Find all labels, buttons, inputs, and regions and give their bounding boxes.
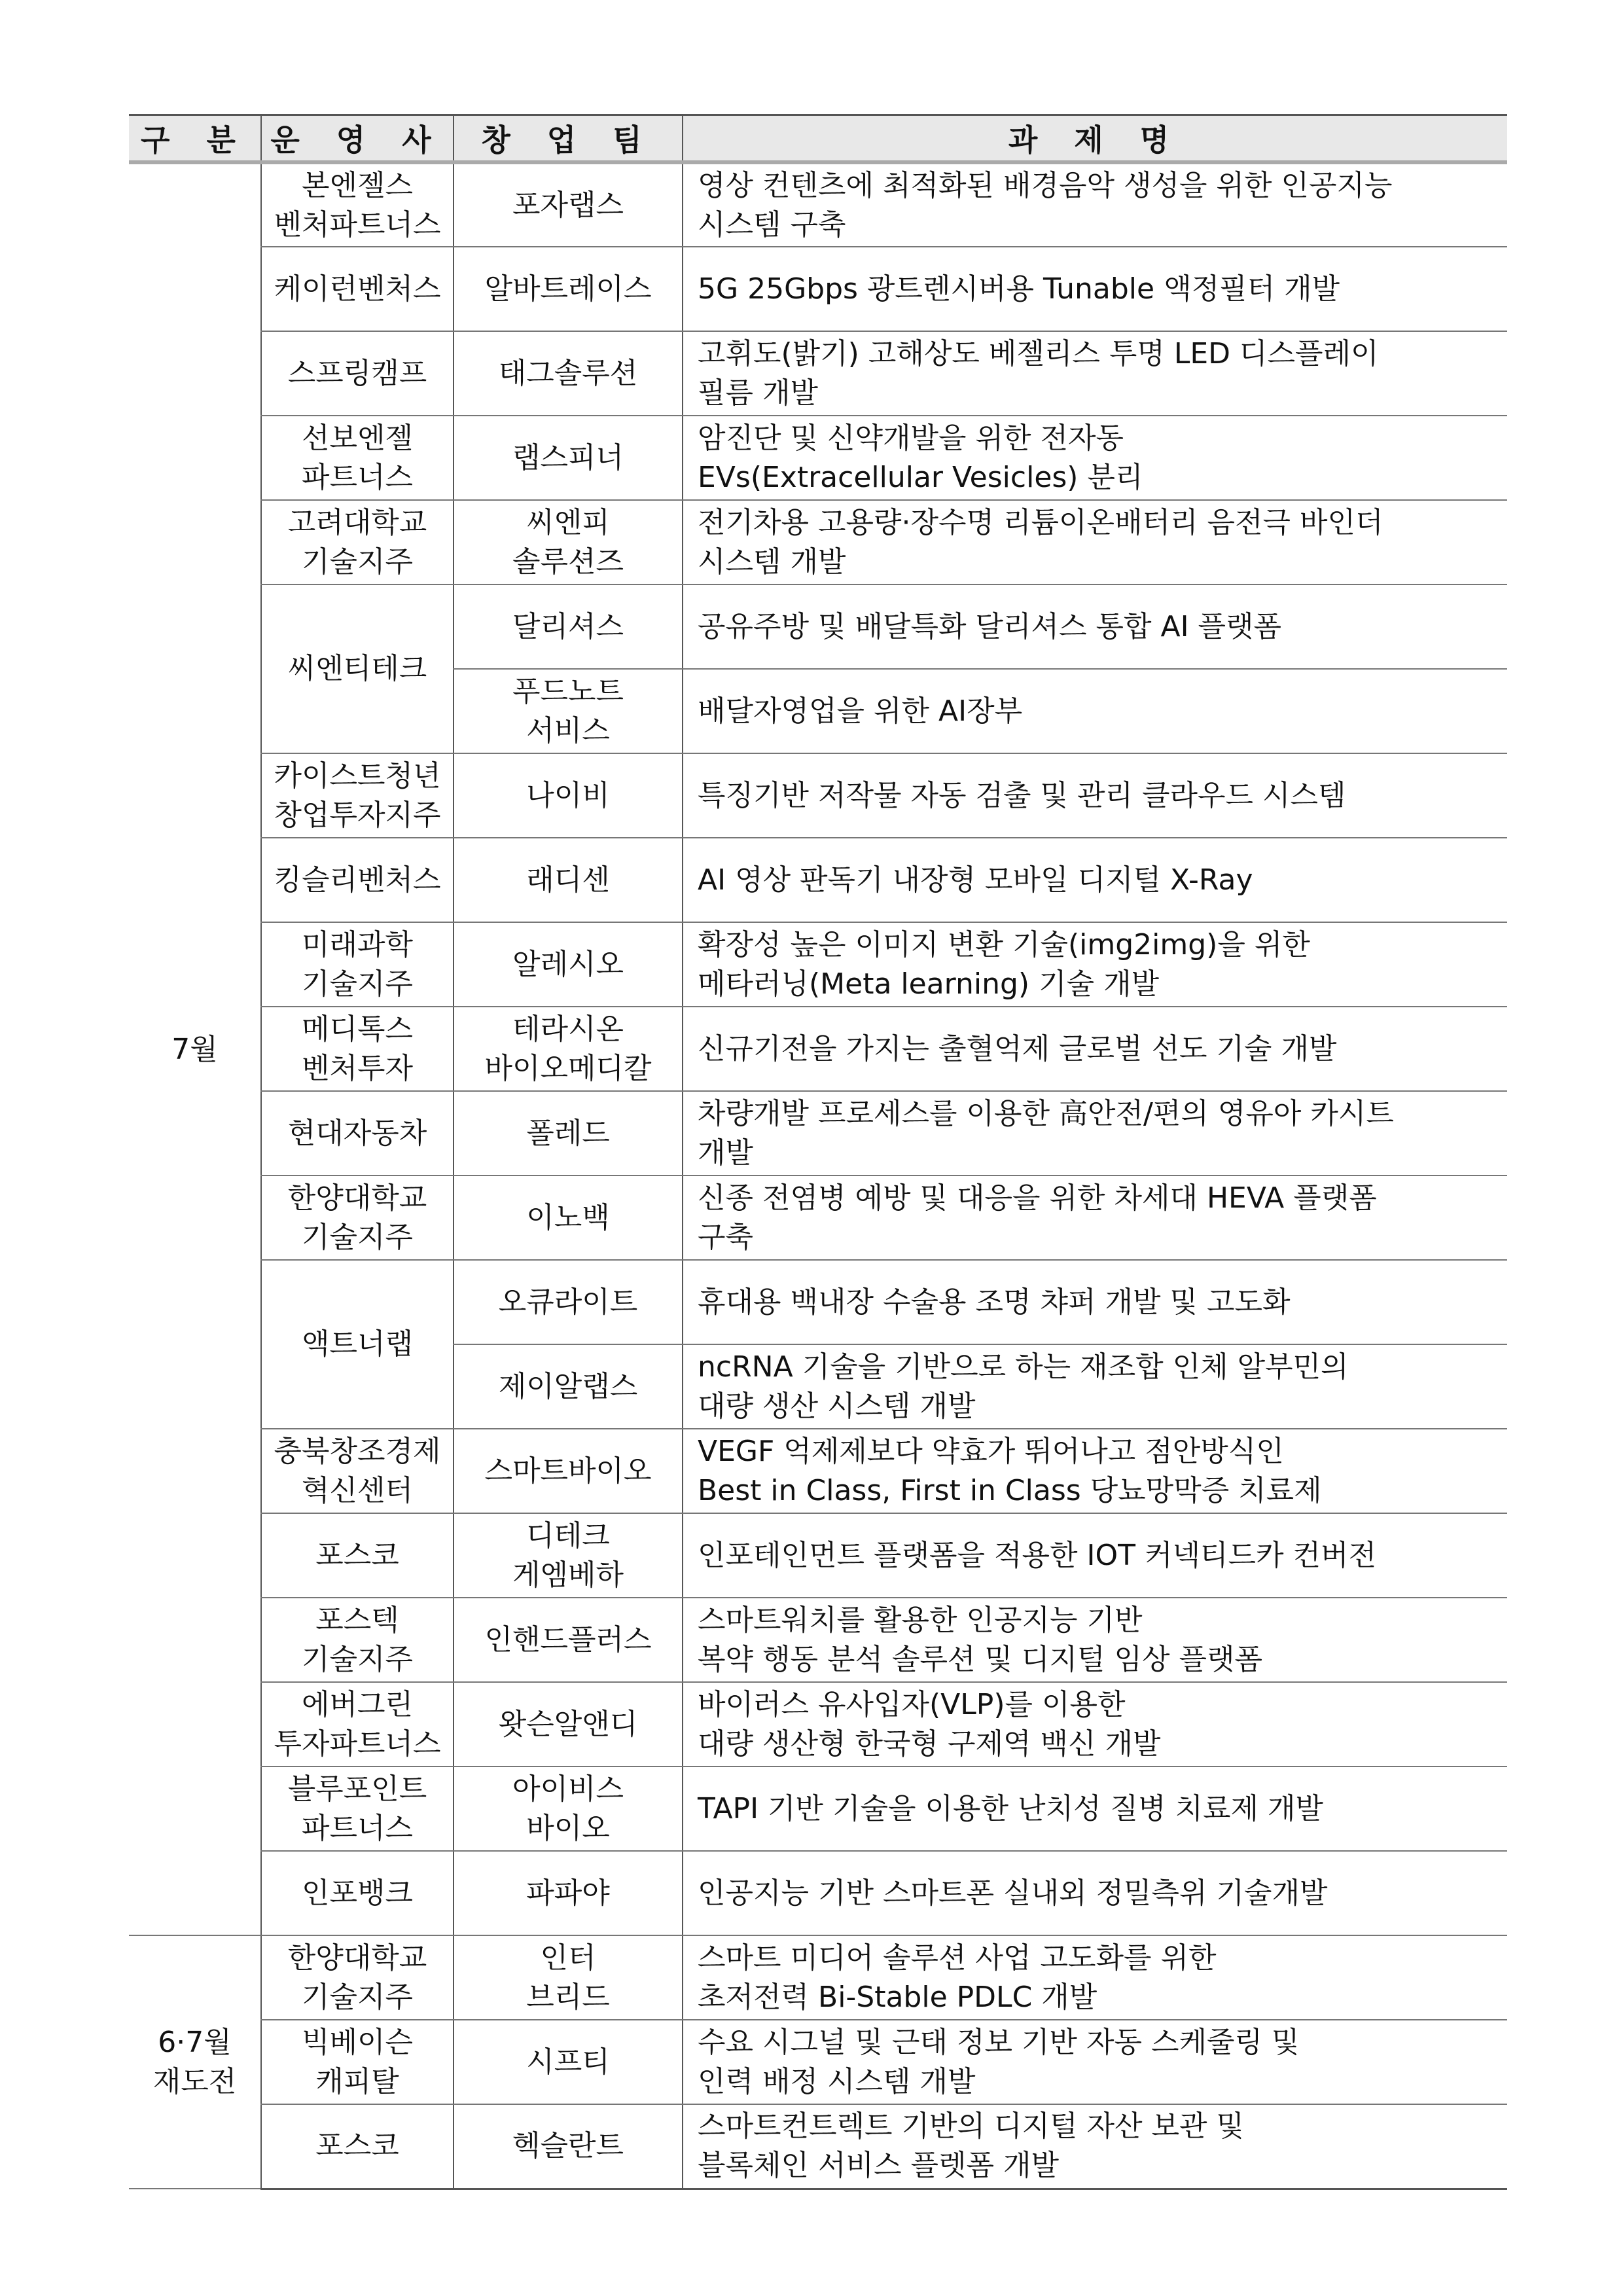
cell-line: 시스템 개발 [698, 545, 846, 579]
period-cell [129, 1935, 261, 2189]
cell-line: 공유주방 및 배달특화 달리셔스 통합 AI 플랫폼 [698, 609, 1282, 643]
operator-cell [261, 1260, 454, 1429]
team-cell [454, 1513, 683, 1598]
task-cell [683, 1682, 1507, 1767]
cell-line: 스마트바이오 [484, 1454, 652, 1488]
operator-cell [261, 416, 454, 500]
cell-line: 스프링캠프 [287, 356, 427, 390]
team-cell [454, 247, 683, 331]
task-cell [683, 1260, 1507, 1344]
cell-line: 고려대학교 [287, 505, 427, 539]
table-row [129, 1175, 1507, 1260]
cell-line: 필름 개발 [698, 376, 819, 410]
cell-line: 게엠베하 [512, 1558, 624, 1592]
cell-line: 시스템 구축 [698, 207, 846, 242]
task-cell [683, 1935, 1507, 2020]
team-cell [454, 753, 683, 838]
cell-line: 인력 배정 시스템 개발 [698, 2064, 976, 2098]
team-cell [454, 416, 683, 500]
team-cell [454, 922, 683, 1007]
cell-line: 벤처투자 [301, 1051, 413, 1085]
team-cell [454, 2020, 683, 2104]
team-cell [454, 1598, 683, 1682]
cell-line: 기술지주 [301, 1220, 413, 1254]
table-row [129, 584, 1507, 669]
cell-line: 블루포인트 [287, 1772, 427, 1806]
operator-cell [261, 838, 454, 922]
cell-line: 배달자영업을 위한 AI장부 [698, 694, 1023, 728]
cell-line: 알바트레이스 [484, 272, 652, 306]
cell-line: 6·7월 [158, 2025, 232, 2059]
cell-line: 인포뱅크 [301, 1876, 413, 1910]
team-cell [454, 1175, 683, 1260]
team-cell [454, 1007, 683, 1091]
cell-line: 한양대학교 [287, 1941, 427, 1975]
cell-line: 나이비 [526, 778, 610, 812]
operator-cell [261, 1007, 454, 1091]
document-page [129, 114, 1507, 2190]
cell-line: 바이오메디칼 [484, 1051, 652, 1085]
table-row [129, 247, 1507, 331]
cell-line: 특징기반 저작물 자동 검출 및 관리 클라우드 시스템 [698, 778, 1346, 812]
team-cell [454, 1682, 683, 1767]
operator-cell [261, 500, 454, 584]
cell-line: 바이러스 유사입자(VLP)를 이용한 [698, 1687, 1126, 1721]
team-cell [454, 1260, 683, 1344]
team-cell [454, 1935, 683, 2020]
cell-line: 서비스 [526, 713, 610, 747]
task-cell [683, 162, 1507, 247]
cell-line: 창업투자지주 [274, 798, 441, 832]
cell-line: 오큐라이트 [498, 1285, 638, 1319]
operator-cell [261, 331, 454, 416]
operator-cell [261, 1429, 454, 1513]
cell-line: 기술지주 [301, 1642, 413, 1676]
cell-line: 선보엔젤 [301, 421, 413, 455]
table-row [129, 753, 1507, 838]
table-header-row [129, 115, 1507, 163]
cell-line: 메디톡스 [301, 1012, 413, 1046]
operator-cell [261, 1175, 454, 1260]
table-row [129, 1851, 1507, 1935]
period-label: 7월 [171, 1032, 218, 1066]
cell-line: 복약 행동 분석 솔루션 및 디지털 임상 플랫폼 [698, 1642, 1262, 1676]
cell-line: 제이알랩스 [498, 1369, 638, 1403]
cell-line: 액트너랩 [301, 1327, 413, 1361]
table-row [129, 1682, 1507, 1767]
cell-line: 개발 [698, 1136, 754, 1170]
cell-line: 씨엔티테크 [287, 652, 427, 685]
cell-line: 캐피탈 [315, 2064, 399, 2098]
operator-cell [261, 1598, 454, 1682]
header-operator: 운 영 사 [261, 115, 454, 163]
cell-line: 달리셔스 [512, 609, 624, 643]
cell-line: 초저전력 Bi-Stable PDLC 개발 [698, 1980, 1097, 2014]
cell-line: 카이스트청년 [274, 759, 441, 793]
cell-line: 파트너스 [301, 1811, 413, 1845]
cell-line: 대량 생산형 한국형 구제역 백신 개발 [698, 1727, 1161, 1761]
cell-line: 블록체인 서비스 플렛폼 개발 [698, 2149, 1060, 2183]
table-row [129, 1429, 1507, 1513]
task-cell [683, 1344, 1507, 1429]
task-cell [683, 416, 1507, 500]
team-cell [454, 1429, 683, 1513]
operator-cell [261, 1851, 454, 1935]
task-cell [683, 1851, 1507, 1935]
operator-cell [261, 2104, 454, 2189]
operator-cell [261, 1091, 454, 1175]
table-row [129, 922, 1507, 1007]
cell-line: 에버그린 [301, 1687, 413, 1721]
operator-cell [261, 2020, 454, 2104]
task-cell [683, 922, 1507, 1007]
startup-program-table [129, 114, 1507, 2190]
operator-cell [261, 584, 454, 753]
task-cell [683, 2104, 1507, 2189]
team-cell [454, 669, 683, 753]
cell-line: 대량 생산 시스템 개발 [698, 1389, 976, 1423]
cell-line: VEGF 억제제보다 약효가 뛰어나고 점안방식인 [698, 1434, 1284, 1468]
team-cell [454, 162, 683, 247]
cell-line: 메타러닝(Meta learning) 기술 개발 [698, 967, 1160, 1001]
cell-line: 구축 [698, 1220, 754, 1254]
operator-cell [261, 1682, 454, 1767]
task-cell [683, 584, 1507, 669]
operator-cell [261, 1513, 454, 1598]
cell-line: 이노백 [526, 1200, 610, 1234]
task-cell [683, 1513, 1507, 1598]
cell-line: 씨엔피 [526, 505, 610, 539]
cell-line: 테라시온 [512, 1012, 624, 1046]
cell-line: 기술지주 [301, 967, 413, 1001]
header-team: 창 업 팀 [454, 115, 683, 163]
cell-line: 솔루션즈 [512, 545, 624, 579]
cell-line: 왓슨알앤디 [498, 1707, 638, 1741]
cell-line: 태그솔루션 [498, 356, 638, 390]
team-cell [454, 584, 683, 669]
table-row [129, 1007, 1507, 1091]
cell-line: 브리드 [526, 1980, 610, 2014]
cell-line: 투자파트너스 [274, 1727, 441, 1761]
cell-line: 킹슬리벤처스 [274, 863, 441, 897]
operator-cell [261, 162, 454, 247]
cell-line: 고휘도(밝기) 고해상도 베젤리스 투명 LED 디스플레이 [698, 336, 1379, 370]
cell-line: 포자랩스 [512, 188, 624, 222]
task-cell [683, 669, 1507, 753]
cell-line: Best in Class, First in Class 당뇨망막증 치료제 [698, 1473, 1322, 1507]
operator-cell [261, 753, 454, 838]
task-cell [683, 1767, 1507, 1851]
table-row [129, 331, 1507, 416]
header-period: 구 분 [129, 115, 261, 163]
team-cell [454, 1851, 683, 1935]
table-row [129, 2020, 1507, 2104]
cell-line: 알레시오 [512, 947, 624, 981]
cell-line: 파트너스 [301, 460, 413, 494]
team-cell [454, 2104, 683, 2189]
cell-line: 시프티 [526, 2045, 610, 2079]
cell-line: 확장성 높은 이미지 변환 기술(img2img)을 위한 [698, 927, 1310, 961]
cell-line: ncRNA 기술을 기반으로 하는 재조합 인체 알부민의 [698, 1350, 1349, 1384]
cell-line: 폴레드 [526, 1116, 610, 1150]
table-row [129, 1767, 1507, 1851]
cell-line: 푸드노트 [512, 674, 624, 708]
cell-line: 미래과학 [301, 927, 413, 961]
table-row [129, 500, 1507, 584]
task-cell [683, 838, 1507, 922]
cell-line: 랩스피너 [512, 440, 624, 475]
cell-line: 빅베이슨 [301, 2025, 413, 2059]
cell-line: 전기차용 고용량·장수명 리튬이온배터리 음전극 바인더 [698, 505, 1383, 539]
team-cell [454, 838, 683, 922]
table-row [129, 2104, 1507, 2189]
cell-line: EVs(Extracellular Vesicles) 분리 [698, 460, 1143, 494]
cell-line: 스마트 미디어 솔루션 사업 고도화를 위한 [698, 1941, 1217, 1975]
task-cell [683, 1598, 1507, 1682]
cell-line: 인포테인먼트 플랫폼을 적용한 IOT 커넥티드카 컨버전 [698, 1538, 1376, 1572]
cell-line: 포스텍 [315, 1603, 399, 1637]
cell-line: 혁신센터 [301, 1473, 413, 1507]
operator-cell [261, 247, 454, 331]
cell-line: 5G 25Gbps 광트렌시버용 Tunable 액정필터 개발 [698, 272, 1340, 306]
cell-line: 인터 [540, 1941, 596, 1975]
team-cell [454, 1344, 683, 1429]
cell-line: 포스코 [315, 1538, 399, 1572]
table-row [129, 1513, 1507, 1598]
table-body [129, 162, 1507, 2189]
cell-line: 스마트워치를 활용한 인공지능 기반 [698, 1603, 1143, 1637]
task-cell [683, 500, 1507, 584]
operator-cell [261, 922, 454, 1007]
task-cell [683, 1007, 1507, 1091]
cell-line: 본엔젤스 [301, 168, 413, 202]
team-cell [454, 1091, 683, 1175]
task-cell [683, 1175, 1507, 1260]
table-row [129, 1935, 1507, 2020]
cell-line: 디테크 [526, 1518, 610, 1552]
task-cell [683, 1091, 1507, 1175]
cell-line: 바이오 [526, 1811, 610, 1845]
cell-line: 기술지주 [301, 1980, 413, 2014]
task-cell [683, 331, 1507, 416]
cell-line: 포스코 [315, 2129, 399, 2163]
cell-line: 영상 컨텐츠에 최적화된 배경음악 생성을 위한 인공지능 [698, 168, 1393, 202]
cell-line: 휴대용 백내장 수술용 조명 챠퍼 개발 및 고도화 [698, 1285, 1291, 1319]
task-cell [683, 1429, 1507, 1513]
cell-line: 기술지주 [301, 545, 413, 579]
cell-line: 수요 시그널 및 근태 정보 기반 자동 스케줄링 및 [698, 2025, 1300, 2059]
team-cell [454, 1767, 683, 1851]
operator-cell [261, 1767, 454, 1851]
cell-line: 재도전 [152, 2064, 237, 2098]
header-task: 과 제 명 [683, 115, 1507, 163]
period-cell [129, 162, 261, 1935]
cell-line: 신종 전염병 예방 및 대응을 위한 차세대 HEVA 플랫폼 [698, 1181, 1377, 1215]
cell-line: 인공지능 기반 스마트폰 실내외 정밀측위 기술개발 [698, 1876, 1328, 1910]
cell-line: 파파야 [526, 1876, 610, 1910]
table-row [129, 1598, 1507, 1682]
cell-line: 현대자동차 [287, 1116, 427, 1150]
task-cell [683, 753, 1507, 838]
cell-line: TAPI 기반 기술을 이용한 난치성 질병 치료제 개발 [698, 1791, 1324, 1825]
cell-line: 벤처파트너스 [274, 207, 441, 242]
team-cell [454, 500, 683, 584]
operator-cell [261, 1935, 454, 2020]
cell-line: 신규기전을 가지는 출혈억제 글로벌 선도 기술 개발 [698, 1031, 1337, 1066]
table-row [129, 416, 1507, 500]
table-row [129, 1260, 1507, 1344]
cell-line: AI 영상 판독기 내장형 모바일 디지털 X-Ray [698, 863, 1253, 897]
cell-line: 충북창조경제 [274, 1434, 441, 1468]
cell-line: 차량개발 프로세스를 이용한 高안전/편의 영유아 카시트 [698, 1096, 1394, 1130]
cell-line: 인핸드플러스 [484, 1623, 652, 1657]
cell-line: 헥슬란트 [512, 2129, 624, 2163]
table-row [129, 1091, 1507, 1175]
table-row [129, 162, 1507, 247]
cell-line: 스마트컨트렉트 기반의 디지털 자산 보관 및 [698, 2109, 1245, 2144]
cell-line: 아이비스 [512, 1772, 624, 1806]
cell-line: 암진단 및 신약개발을 위한 전자동 [698, 421, 1124, 455]
task-cell [683, 2020, 1507, 2104]
cell-line: 한양대학교 [287, 1181, 427, 1215]
table-row [129, 838, 1507, 922]
cell-line: 케이런벤처스 [274, 272, 441, 306]
team-cell [454, 331, 683, 416]
cell-line: 래디센 [526, 863, 610, 897]
task-cell [683, 247, 1507, 331]
